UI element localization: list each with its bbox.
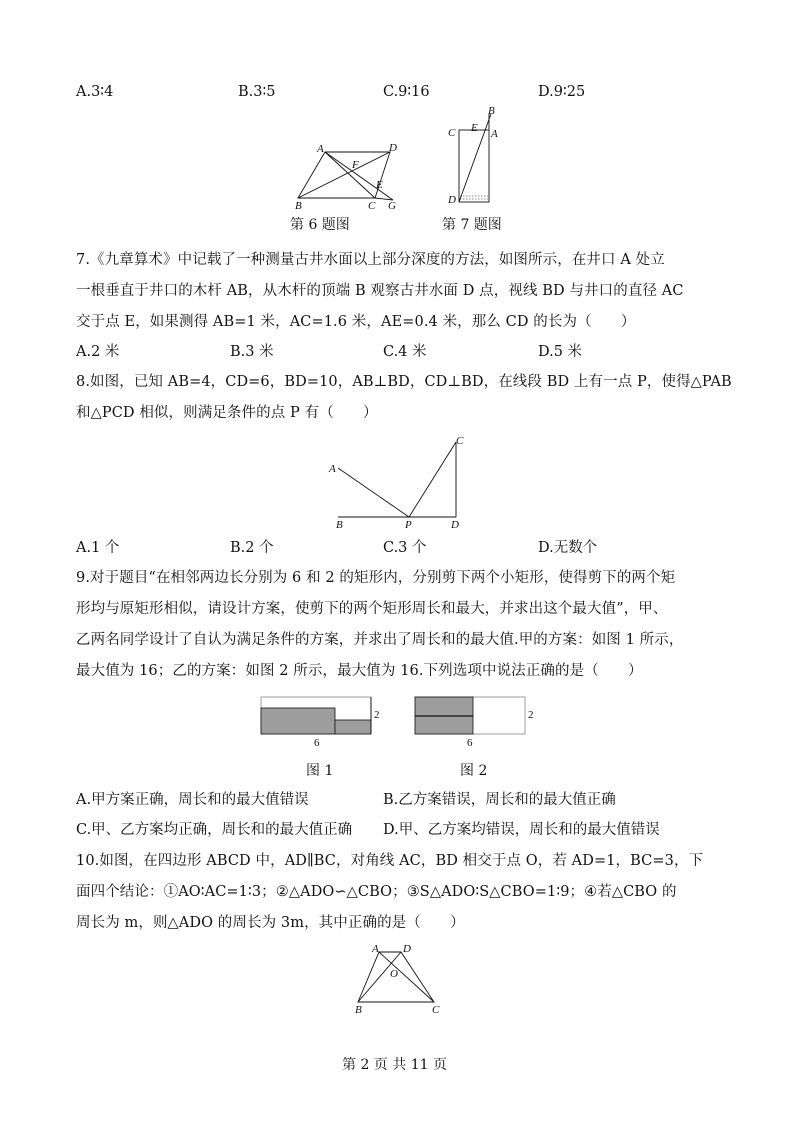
q6-figure-caption: 第 6 题图 — [290, 217, 350, 233]
q7-label-c: C — [448, 127, 456, 139]
q7-label-b: B — [488, 105, 495, 117]
q7-figure-caption: 第 7 题图 — [442, 217, 502, 233]
q6-figure — [290, 140, 400, 214]
q6-option-a: A.3∶4 — [76, 84, 114, 100]
q8-text-line-2: 和△PCD 相似，则满足条件的点 P 有（ ） — [76, 405, 378, 421]
q7-text-line-2: 一根垂直于井口的木杆 AB，从木杆的顶端 B 观察古井水面 D 点，视线 BD 与井口的直径 AC — [76, 283, 684, 299]
q7-figure — [444, 104, 504, 212]
q6-label-f: F — [352, 159, 359, 171]
q6-label-e: E — [376, 179, 383, 191]
q8-label-d: D — [451, 519, 459, 531]
q8-option-a: A.1 个 — [76, 540, 120, 556]
q9-figure-2-caption: 图 2 — [460, 763, 488, 779]
q8-option-b: B.2 个 — [230, 540, 274, 556]
q8-label-b: B — [336, 519, 343, 531]
q10-label-o: O — [390, 968, 398, 980]
q9-fig1-dim-short: 2 — [374, 709, 380, 721]
q9-fig1-dim-long: 6 — [314, 737, 320, 749]
page-footer: 第 2 页 共 11 页 — [342, 1057, 447, 1073]
q8-text-line-1: 8.如图，已知 AB=4，CD=6，BD=10，AB⊥BD，CD⊥BD，在线段 BD 上有一点 P，使得△PAB — [76, 374, 732, 390]
q6-label-g: G — [388, 200, 396, 212]
q6-label-b: B — [295, 200, 302, 212]
q8-option-c: C.3 个 — [383, 540, 427, 556]
q6-label-d: D — [389, 142, 397, 154]
q10-label-b: B — [355, 1004, 362, 1016]
q9-figure-1 — [258, 694, 388, 750]
q9-fig2-dim-long: 6 — [467, 737, 473, 749]
q8-option-d: D.无数个 — [538, 540, 598, 556]
q9-figure-1-caption: 图 1 — [306, 763, 334, 779]
q9-option-c: C.甲、乙方案均正确，周长和的最大值正确 — [76, 822, 353, 838]
q9-option-b: B.乙方案错误，周长和的最大值正确 — [383, 792, 616, 808]
q10-label-c: C — [432, 1004, 440, 1016]
q8-label-p: P — [405, 519, 412, 531]
q10-label-d: D — [403, 943, 411, 955]
q9-text-line-4: 最大值为 16；乙的方案：如图 2 所示，最大值为 16.下列选项中说法正确的是（ ） — [76, 663, 643, 679]
q8-label-c: C — [456, 435, 464, 447]
q10-text-line-3: 周长为 m，则△ADO 的周长为 3m，其中正确的是（ ） — [76, 915, 465, 931]
q7-label-e: E — [471, 122, 478, 134]
q10-text-line-2: 面四个结论：①AO∶AC=1∶3；②△ADO∽△CBO；③S△ADO∶S△CBO=1∶9；④若△CBO 的 — [76, 884, 677, 900]
q8-label-a: A — [329, 463, 336, 475]
q7-text-line-3: 交于点 E，如果测得 AB=1 米，AC=1.6 米，AE=0.4 米，那么 CD 的长为（ ） — [76, 314, 636, 330]
q6-option-d: D.9∶25 — [538, 84, 586, 100]
q7-label-d: D — [448, 194, 456, 206]
q9-option-a: A.甲方案正确，周长和的最大值错误 — [76, 792, 309, 808]
q7-label-a: A — [491, 128, 498, 140]
q9-option-d: D.甲、乙方案均错误，周长和的最大值错误 — [383, 822, 660, 838]
q9-text-line-1: 9.对于题目“在相邻两边长分别为 6 和 2 的矩形内，分别剪下两个小矩形，使得剪下的两个矩 — [76, 570, 676, 586]
q6-option-c: C.9∶16 — [383, 84, 430, 100]
q10-text-line-1: 10.如图，在四边形 ABCD 中，AD∥BC，对角线 AC，BD 相交于点 O，若 AD=1，BC=3，下 — [76, 853, 704, 869]
q7-option-a: A.2 米 — [76, 344, 120, 360]
q7-option-c: C.4 米 — [383, 344, 427, 360]
q10-figure — [346, 942, 446, 1016]
q6-option-b: B.3∶5 — [238, 84, 276, 100]
q7-text-line-1: 7.《九章算术》中记载了一种测量古井水面以上部分深度的方法，如图所示，在井口 A 处立 — [76, 252, 665, 268]
q10-label-a: A — [372, 943, 379, 955]
q7-option-b: B.3 米 — [230, 344, 274, 360]
q9-text-line-3: 乙两名同学设计了自认为满足条件的方案，并求出了周长和的最大值.甲的方案：如图 1 所示， — [76, 632, 684, 648]
q7-option-d: D.5 米 — [538, 344, 583, 360]
q8-figure — [325, 430, 475, 530]
q9-figure-2 — [412, 694, 542, 750]
q9-fig2-dim-short: 2 — [528, 709, 534, 721]
q6-label-a: A — [317, 143, 324, 155]
q9-text-line-2: 形均与原矩形相似，请设计方案，使剪下的两个矩形周长和最大，并求出这个最大值”，甲、 — [76, 601, 668, 617]
q6-label-c: C — [368, 200, 376, 212]
